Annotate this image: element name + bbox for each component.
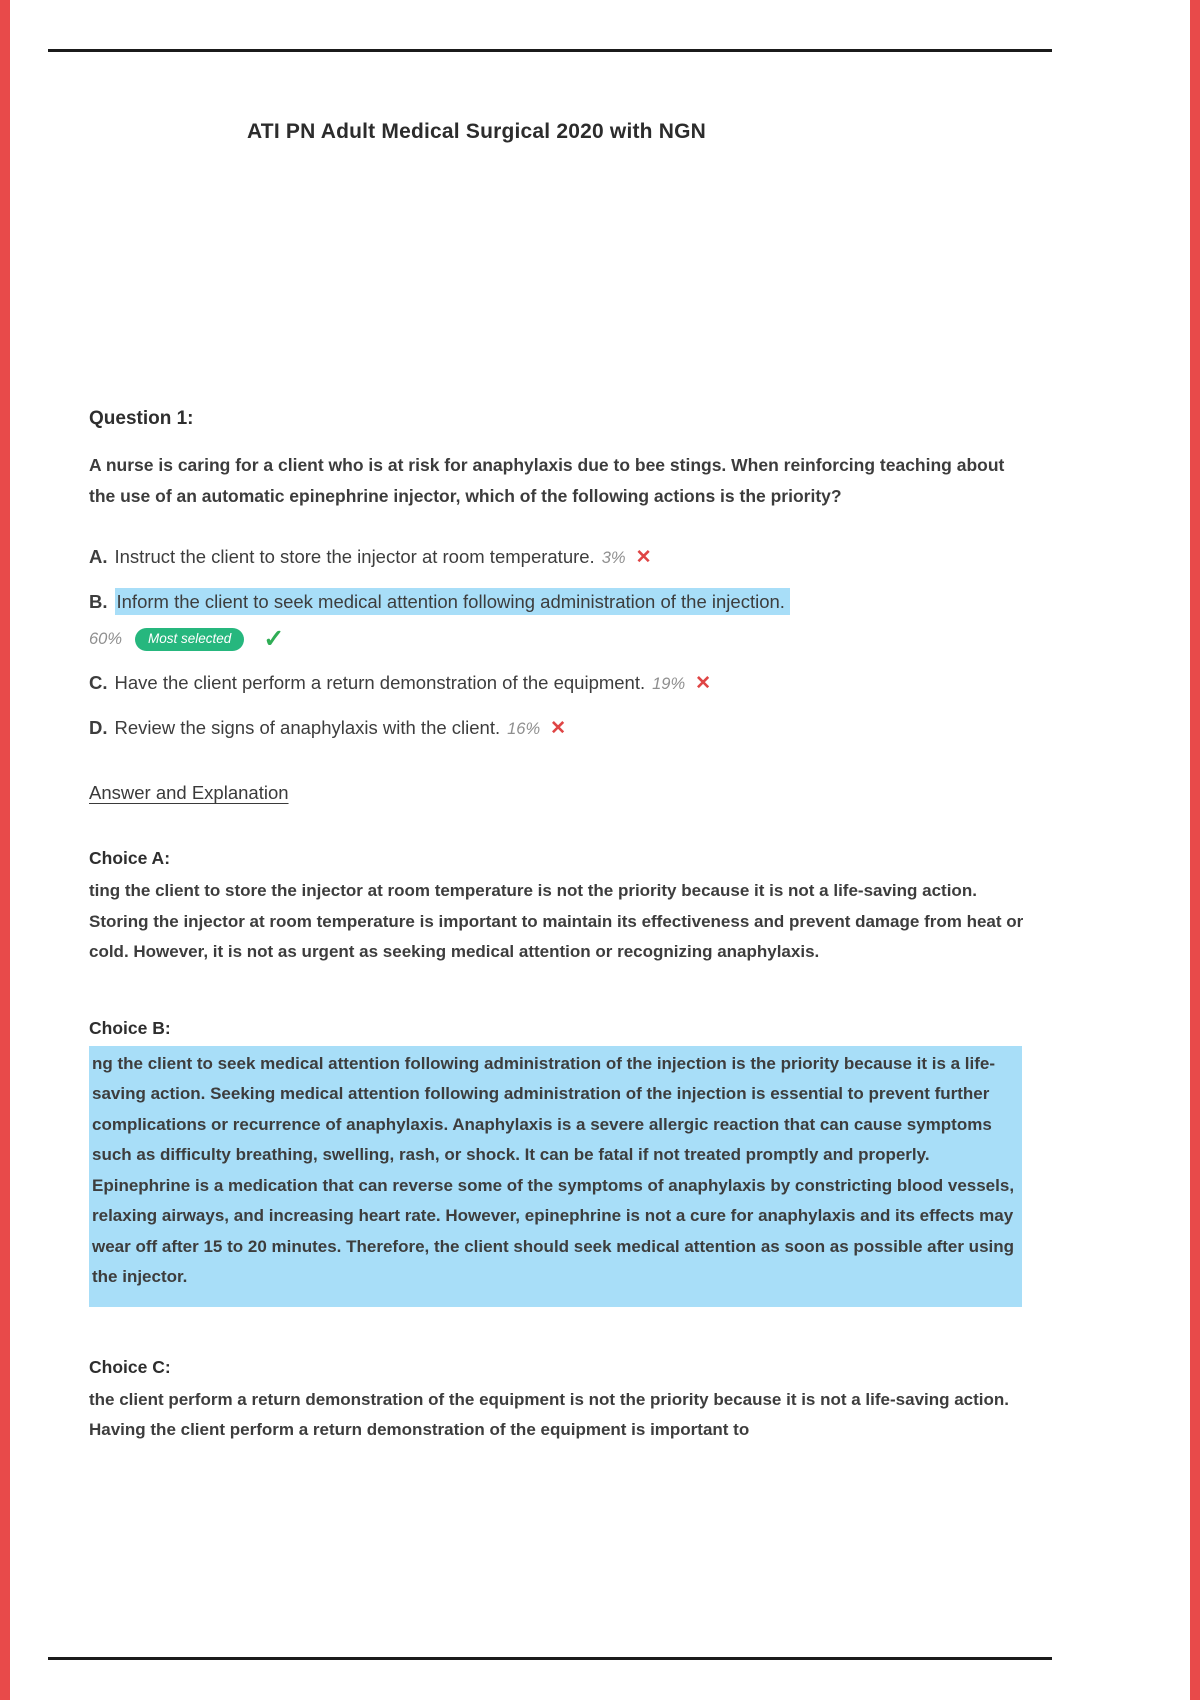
- option-text: Review the signs of anaphylaxis with the client.: [114, 717, 501, 738]
- question-label: Question 1:: [89, 408, 194, 429]
- option-percent: 19%: [652, 675, 686, 693]
- incorrect-x-icon: ✕: [550, 718, 567, 739]
- option-percent: 16%: [507, 720, 541, 738]
- option-letter: A.: [89, 546, 108, 567]
- page-title: ATI PN Adult Medical Surgical 2020 with NGN: [247, 120, 707, 143]
- answer-option-a: [89, 542, 1024, 573]
- option-letter: D.: [89, 717, 108, 738]
- choice-a-explanation: ting the client to store the injector at room temperature is not the priority because it is not a life-saving action. Storing the injector at room temperature is important to maintain its effectiveness and prevent damage from heat or cold. However, it is not as urgent as seeking medical attention or recognizing anaphylaxis.: [89, 881, 1024, 961]
- choice-b-label: Choice B:: [89, 1017, 171, 1038]
- most-selected-badge: Most selected: [135, 628, 244, 651]
- choice-c-label: Choice C:: [89, 1356, 171, 1377]
- option-text: Have the client perform a return demonstration of the equipment.: [114, 672, 646, 693]
- answer-option-d: [89, 713, 1024, 744]
- answer-option-c: [89, 668, 1024, 699]
- option-text-highlighted: Inform the client to seek medical attention following administration of the injection.: [115, 588, 790, 615]
- question-text: A nurse is caring for a client who is at risk for anaphylaxis due to bee stings. When reinforcing teaching about the use of an automatic epinephrine injector, which of the following actions is the priority?: [89, 455, 1005, 506]
- option-b-result-line: [89, 625, 1024, 654]
- option-percent: 60%: [89, 630, 123, 648]
- left-red-edge: [0, 0, 10, 1700]
- right-red-edge: [1190, 0, 1200, 1700]
- incorrect-x-icon: ✕: [695, 673, 712, 694]
- option-b-text-line: [89, 587, 1024, 616]
- bottom-divider-rule: [48, 1657, 1052, 1660]
- option-text: Instruct the client to store the injector at room temperature.: [114, 546, 595, 567]
- option-letter: C.: [89, 672, 108, 693]
- choice-c-explanation: the client perform a return demonstration of the equipment is not the priority because it is not a life-saving action. Having the client perform a return demonstration of the equipment is important to: [89, 1389, 1010, 1439]
- choice-a-label: Choice A:: [89, 848, 171, 868]
- option-letter: B.: [89, 591, 108, 612]
- answer-option-b: [89, 587, 1024, 654]
- document-content: [89, 0, 1024, 1446]
- answer-options: [89, 542, 1024, 744]
- answer-explanation-link[interactable]: Answer and Explanation: [89, 782, 289, 803]
- correct-check-icon: ✓: [263, 625, 285, 653]
- choice-b-explanation-highlighted: ng the client to seek medical attention following administration of the injection is the priority because it is a life-saving action. Seeking medical attention following administration of the injection is essential to prevent further complications or recurrence of anaphylaxis. Anaphylaxis is a severe allergic reaction that can cause symptoms such as difficulty breathing, swelling, rash, or shock. It can be fatal if not treated promptly and properly. Epinephrine is a medication that can reverse some of the symptoms of anaphylaxis by constricting blood vessels, relaxing airways, and increasing heart rate. However, epinephrine is not a cure for anaphylaxis and its effects may wear off after 15 to 20 minutes. Therefore, the client should seek medical attention as soon as possible after using the injector.: [89, 1046, 1022, 1307]
- incorrect-x-icon: ✕: [635, 547, 652, 568]
- option-percent: 3%: [601, 549, 626, 567]
